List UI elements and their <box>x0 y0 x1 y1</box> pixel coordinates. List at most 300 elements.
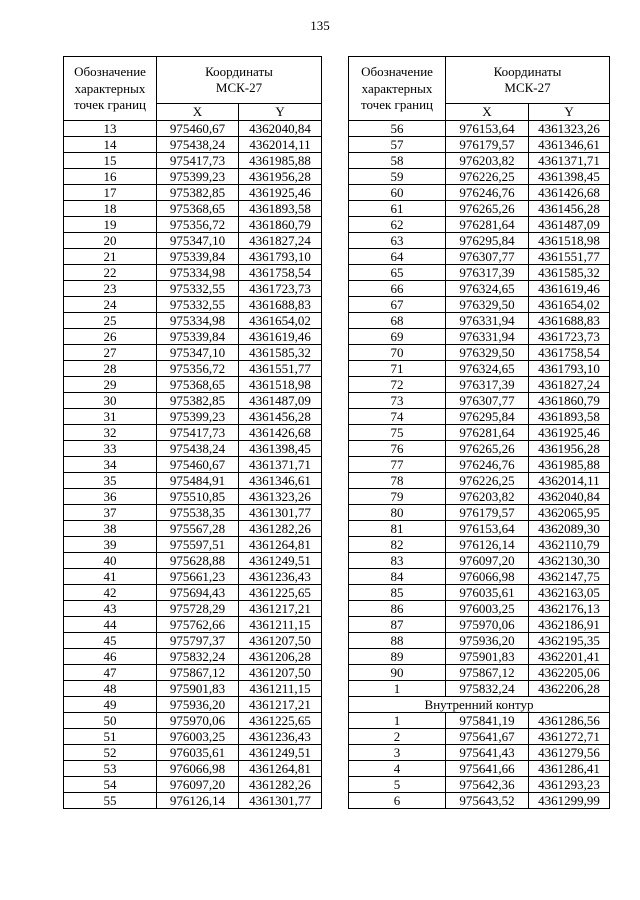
x-coordinate-cell: 976329,50 <box>446 345 529 361</box>
y-coordinate-cell: 4361282,26 <box>239 777 322 793</box>
x-coordinate-cell: 976003,25 <box>157 729 239 745</box>
x-coordinate-cell: 975694,43 <box>157 585 239 601</box>
y-coordinate-cell: 4361487,09 <box>529 217 610 233</box>
coordinates-header-line2: МСК-27 <box>215 80 263 95</box>
x-coordinate-cell: 975347,10 <box>157 233 239 249</box>
x-coordinate-cell: 976331,94 <box>446 313 529 329</box>
point-id-cell: 38 <box>64 521 157 537</box>
table-row <box>64 569 322 585</box>
y-coordinate-cell: 4362201,41 <box>529 649 610 665</box>
point-id-cell: 58 <box>349 153 446 169</box>
y-coordinate-cell: 4361860,79 <box>529 393 610 409</box>
point-id-cell: 34 <box>64 457 157 473</box>
x-coordinate-cell: 976246,76 <box>446 185 529 201</box>
table-row <box>349 681 610 697</box>
table-row <box>349 745 610 761</box>
table-row <box>349 537 610 553</box>
coordinates-header-line1: Координаты <box>205 63 273 79</box>
point-id-cell: 78 <box>349 473 446 489</box>
table-row <box>64 201 322 217</box>
point-id-cell: 26 <box>64 329 157 345</box>
y-coordinate-cell: 4361827,24 <box>239 233 322 249</box>
y-coordinate-cell: 4361282,26 <box>239 521 322 537</box>
point-id-cell: 13 <box>64 121 157 137</box>
table-row <box>64 473 322 489</box>
point-id-cell: 3 <box>349 745 446 761</box>
point-id-cell: 15 <box>64 153 157 169</box>
table-row <box>349 201 610 217</box>
point-id-cell: 46 <box>64 649 157 665</box>
table-row <box>64 345 322 361</box>
point-id-cell: 16 <box>64 169 157 185</box>
x-coordinate-cell: 975936,20 <box>446 633 529 649</box>
x-coordinate-cell: 976324,65 <box>446 361 529 377</box>
y-coordinate-cell: 4361301,77 <box>239 505 322 521</box>
x-coordinate-cell: 976126,14 <box>157 793 239 809</box>
x-coordinate-cell: 975417,73 <box>157 425 239 441</box>
y-coordinate-cell: 4362186,91 <box>529 617 610 633</box>
y-coordinate-cell: 4361286,41 <box>529 761 610 777</box>
y-coordinate-cell: 4361371,71 <box>529 153 610 169</box>
y-coordinate-cell: 4361207,50 <box>239 633 322 649</box>
table-row <box>349 713 610 729</box>
y-coordinate-cell: 4361225,65 <box>239 585 322 601</box>
x-coordinate-cell: 975661,23 <box>157 569 239 585</box>
x-coordinate-cell: 976126,14 <box>446 537 529 553</box>
table-row <box>349 217 610 233</box>
point-id-cell: 35 <box>64 473 157 489</box>
x-coordinate-cell: 976226,25 <box>446 169 529 185</box>
x-coordinate-cell: 975399,23 <box>157 169 239 185</box>
y-coordinate-cell: 4361956,28 <box>529 441 610 457</box>
x-coordinate-cell: 975641,66 <box>446 761 529 777</box>
coordinates-header <box>157 57 322 104</box>
point-id-cell: 47 <box>64 665 157 681</box>
x-coordinate-cell: 976153,64 <box>446 121 529 137</box>
y-coordinate-cell: 4361985,88 <box>529 457 610 473</box>
x-coordinate-cell: 975901,83 <box>157 681 239 697</box>
point-id-cell: 4 <box>349 761 446 777</box>
x-coordinate-cell: 976265,26 <box>446 441 529 457</box>
y-coordinate-cell: 4361211,15 <box>239 617 322 633</box>
x-coordinate-cell: 975347,10 <box>157 345 239 361</box>
table-row <box>349 409 610 425</box>
table-row <box>349 185 610 201</box>
point-id-cell: 79 <box>349 489 446 505</box>
y-coordinate-cell: 4362065,95 <box>529 505 610 521</box>
x-coordinate-cell: 975382,85 <box>157 393 239 409</box>
x-coordinate-cell: 976246,76 <box>446 457 529 473</box>
table-row <box>64 713 322 729</box>
x-coordinate-cell: 975567,28 <box>157 521 239 537</box>
table-row <box>349 329 610 345</box>
x-coordinate-cell: 975901,83 <box>446 649 529 665</box>
table-row <box>349 793 610 809</box>
point-id-cell: 36 <box>64 489 157 505</box>
table-row <box>349 601 610 617</box>
y-coordinate-cell: 4361249,51 <box>239 553 322 569</box>
y-coordinate-cell: 4361551,77 <box>239 361 322 377</box>
x-coordinate-cell: 976203,82 <box>446 153 529 169</box>
y-coordinate-cell: 4362147,75 <box>529 569 610 585</box>
table-row <box>349 665 610 681</box>
point-id-cell: 49 <box>64 697 157 713</box>
y-coordinate-cell: 4361207,50 <box>239 665 322 681</box>
x-coordinate-cell: 975832,24 <box>157 649 239 665</box>
table-row <box>64 553 322 569</box>
y-coordinate-cell: 4362040,84 <box>239 121 322 137</box>
table-row <box>349 729 610 745</box>
table-row <box>349 441 610 457</box>
x-coordinate-cell: 975339,84 <box>157 329 239 345</box>
x-coordinate-cell: 975832,24 <box>446 681 529 697</box>
x-coordinate-cell: 976003,25 <box>446 601 529 617</box>
table-row <box>64 121 322 137</box>
y-coordinate-cell: 4361217,21 <box>239 601 322 617</box>
x-coordinate-cell: 976331,94 <box>446 329 529 345</box>
y-coordinate-cell: 4361518,98 <box>239 377 322 393</box>
point-id-cell: 23 <box>64 281 157 297</box>
y-coordinate-cell: 4361346,61 <box>529 137 610 153</box>
y-coordinate-cell: 4361225,65 <box>239 713 322 729</box>
x-coordinate-cell: 975642,36 <box>446 777 529 793</box>
table-row <box>64 729 322 745</box>
point-id-cell: 40 <box>64 553 157 569</box>
y-coordinate-cell: 4362110,79 <box>529 537 610 553</box>
y-coordinate-cell: 4361793,10 <box>239 249 322 265</box>
x-coordinate-cell: 975334,98 <box>157 313 239 329</box>
y-column-header: Y <box>529 104 610 121</box>
table-row <box>349 393 610 409</box>
table-row <box>64 761 322 777</box>
x-coordinate-cell: 975970,06 <box>157 713 239 729</box>
point-id-cell: 24 <box>64 297 157 313</box>
point-id-cell: 5 <box>349 777 446 793</box>
point-id-cell: 90 <box>349 665 446 681</box>
table-row <box>349 137 610 153</box>
table-row <box>64 377 322 393</box>
coordinates-header-line2: МСК-27 <box>504 80 551 95</box>
coordinates-header-line1: Координаты <box>493 63 562 79</box>
point-id-cell: 67 <box>349 297 446 313</box>
point-id-cell: 53 <box>64 761 157 777</box>
x-column-header: X <box>157 104 239 121</box>
y-coordinate-cell: 4361286,56 <box>529 713 610 729</box>
point-id-cell: 28 <box>64 361 157 377</box>
table-row <box>349 617 610 633</box>
y-coordinate-cell: 4361893,58 <box>239 201 322 217</box>
y-coordinate-cell: 4361585,32 <box>239 345 322 361</box>
y-coordinate-cell: 4361985,88 <box>239 153 322 169</box>
y-coordinate-cell: 4361925,46 <box>529 425 610 441</box>
y-coordinate-cell: 4361456,28 <box>529 201 610 217</box>
table-row <box>64 169 322 185</box>
y-coordinate-cell: 4361217,21 <box>239 697 322 713</box>
table-row <box>64 313 322 329</box>
point-id-cell: 52 <box>64 745 157 761</box>
y-coordinate-cell: 4361456,28 <box>239 409 322 425</box>
point-id-cell: 76 <box>349 441 446 457</box>
point-id-cell: 70 <box>349 345 446 361</box>
table-row <box>64 649 322 665</box>
table-row <box>349 569 610 585</box>
x-coordinate-cell: 976324,65 <box>446 281 529 297</box>
y-coordinate-cell: 4362040,84 <box>529 489 610 505</box>
point-id-cell: 54 <box>64 777 157 793</box>
point-id-cell: 77 <box>349 457 446 473</box>
y-coordinate-cell: 4362014,11 <box>239 137 322 153</box>
point-id-cell: 50 <box>64 713 157 729</box>
table-row <box>349 761 610 777</box>
y-coordinate-cell: 4361860,79 <box>239 217 322 233</box>
x-coordinate-cell: 976281,64 <box>446 217 529 233</box>
y-coordinate-cell: 4361279,56 <box>529 745 610 761</box>
point-id-cell: 51 <box>64 729 157 745</box>
y-coordinate-cell: 4361371,71 <box>239 457 322 473</box>
table-row <box>349 121 610 137</box>
point-id-cell: 87 <box>349 617 446 633</box>
point-id-cell: 22 <box>64 265 157 281</box>
table-row <box>64 153 322 169</box>
table-row <box>349 553 610 569</box>
point-id-cell: 25 <box>64 313 157 329</box>
y-coordinate-cell: 4361299,99 <box>529 793 610 809</box>
y-coordinate-cell: 4361264,81 <box>239 761 322 777</box>
table-row <box>64 425 322 441</box>
table-row <box>64 681 322 697</box>
y-coordinate-cell: 4361827,24 <box>529 377 610 393</box>
y-coordinate-cell: 4362089,30 <box>529 521 610 537</box>
x-coordinate-cell: 975510,85 <box>157 489 239 505</box>
y-coordinate-cell: 4361793,10 <box>529 361 610 377</box>
table-row <box>64 457 322 473</box>
x-coordinate-cell: 975356,72 <box>157 361 239 377</box>
x-coordinate-cell: 975438,24 <box>157 441 239 457</box>
page-number: 135 <box>310 18 330 33</box>
x-coordinate-cell: 975936,20 <box>157 697 239 713</box>
point-id-cell: 63 <box>349 233 446 249</box>
point-id-cell: 73 <box>349 393 446 409</box>
y-coordinate-cell: 4361426,68 <box>239 425 322 441</box>
table-row <box>349 521 610 537</box>
x-coordinate-cell: 976203,82 <box>446 489 529 505</box>
x-coordinate-cell: 975438,24 <box>157 137 239 153</box>
table-row <box>349 585 610 601</box>
x-coordinate-cell: 975399,23 <box>157 409 239 425</box>
point-id-cell: 81 <box>349 521 446 537</box>
table-row <box>64 185 322 201</box>
table-row <box>64 217 322 233</box>
x-coordinate-cell: 976066,98 <box>157 761 239 777</box>
point-id-cell: 60 <box>349 185 446 201</box>
table-row <box>349 777 610 793</box>
point-id-cell: 48 <box>64 681 157 697</box>
y-coordinate-cell: 4361551,77 <box>529 249 610 265</box>
x-coordinate-cell: 975797,37 <box>157 633 239 649</box>
point-id-cell: 20 <box>64 233 157 249</box>
table-row <box>64 521 322 537</box>
point-id-cell: 17 <box>64 185 157 201</box>
point-id-cell: 42 <box>64 585 157 601</box>
x-coordinate-cell: 975417,73 <box>157 153 239 169</box>
point-id-cell: 1 <box>349 681 446 697</box>
y-coordinate-cell: 4361236,43 <box>239 729 322 745</box>
x-coordinate-cell: 975334,98 <box>157 265 239 281</box>
y-coordinate-cell: 4361323,26 <box>529 121 610 137</box>
x-column-header: X <box>446 104 529 121</box>
point-id-cell: 27 <box>64 345 157 361</box>
table-row <box>349 169 610 185</box>
point-id-cell: 88 <box>349 633 446 649</box>
point-id-cell: 30 <box>64 393 157 409</box>
table-row <box>349 249 610 265</box>
table-row <box>64 617 322 633</box>
x-coordinate-cell: 975641,67 <box>446 729 529 745</box>
table-row <box>64 777 322 793</box>
y-coordinate-cell: 4361758,54 <box>239 265 322 281</box>
table-row <box>349 425 610 441</box>
y-coordinate-cell: 4362130,30 <box>529 553 610 569</box>
inner-contour-section-title: Внутренний контур <box>349 697 610 713</box>
y-coordinate-cell: 4361293,23 <box>529 777 610 793</box>
y-coordinate-cell: 4362176,13 <box>529 601 610 617</box>
y-coordinate-cell: 4362195,35 <box>529 633 610 649</box>
x-coordinate-cell: 976317,39 <box>446 265 529 281</box>
point-id-cell: 55 <box>64 793 157 809</box>
x-coordinate-cell: 976295,84 <box>446 233 529 249</box>
table-row <box>349 297 610 313</box>
y-coordinate-cell: 4361249,51 <box>239 745 322 761</box>
table-row <box>64 505 322 521</box>
point-id-cell: 21 <box>64 249 157 265</box>
point-id-cell: 6 <box>349 793 446 809</box>
table-row <box>64 633 322 649</box>
x-coordinate-cell: 975641,43 <box>446 745 529 761</box>
point-id-cell: 64 <box>349 249 446 265</box>
point-id-cell: 68 <box>349 313 446 329</box>
point-id-cell: 62 <box>349 217 446 233</box>
x-coordinate-cell: 975332,55 <box>157 281 239 297</box>
point-id-cell: 56 <box>349 121 446 137</box>
table-row <box>64 281 322 297</box>
table-row <box>64 601 322 617</box>
table-row <box>349 505 610 521</box>
point-designation-header: Обозначение характерных точек границ <box>64 57 157 121</box>
x-coordinate-cell: 975538,35 <box>157 505 239 521</box>
point-id-cell: 61 <box>349 201 446 217</box>
point-designation-header: Обозначение характерных точек границ <box>349 57 446 121</box>
point-id-cell: 2 <box>349 729 446 745</box>
x-coordinate-cell: 975484,91 <box>157 473 239 489</box>
y-coordinate-cell: 4361925,46 <box>239 185 322 201</box>
table-row <box>349 345 610 361</box>
coordinates-header <box>446 57 610 104</box>
table-row <box>349 281 610 297</box>
point-id-cell: 85 <box>349 585 446 601</box>
table-row <box>64 697 322 713</box>
x-coordinate-cell: 975728,29 <box>157 601 239 617</box>
x-coordinate-cell: 975368,65 <box>157 201 239 217</box>
table-row <box>64 489 322 505</box>
x-coordinate-cell: 976097,20 <box>446 553 529 569</box>
table-row <box>349 377 610 393</box>
point-id-cell: 75 <box>349 425 446 441</box>
point-id-cell: 29 <box>64 377 157 393</box>
x-coordinate-cell: 975970,06 <box>446 617 529 633</box>
x-coordinate-cell: 975628,88 <box>157 553 239 569</box>
y-coordinate-cell: 4362014,11 <box>529 473 610 489</box>
table-row <box>349 457 610 473</box>
x-coordinate-cell: 975368,65 <box>157 377 239 393</box>
point-id-cell: 84 <box>349 569 446 585</box>
table-row <box>64 265 322 281</box>
x-coordinate-cell: 976226,25 <box>446 473 529 489</box>
point-id-cell: 32 <box>64 425 157 441</box>
x-coordinate-cell: 976035,61 <box>446 585 529 601</box>
coordinates-table-right <box>348 56 610 809</box>
table-row <box>64 665 322 681</box>
point-id-cell: 80 <box>349 505 446 521</box>
x-coordinate-cell: 976295,84 <box>446 409 529 425</box>
y-coordinate-cell: 4361323,26 <box>239 489 322 505</box>
y-coordinate-cell: 4361346,61 <box>239 473 322 489</box>
y-coordinate-cell: 4361688,83 <box>239 297 322 313</box>
table-row <box>349 633 610 649</box>
y-coordinate-cell: 4361518,98 <box>529 233 610 249</box>
table-row <box>64 233 322 249</box>
table-row <box>64 361 322 377</box>
y-coordinate-cell: 4361654,02 <box>529 297 610 313</box>
table-row <box>349 473 610 489</box>
table-row <box>349 489 610 505</box>
point-id-cell: 45 <box>64 633 157 649</box>
point-id-cell: 71 <box>349 361 446 377</box>
table-row <box>64 537 322 553</box>
x-coordinate-cell: 976317,39 <box>446 377 529 393</box>
point-id-cell: 72 <box>349 377 446 393</box>
y-coordinate-cell: 4362163,05 <box>529 585 610 601</box>
point-id-cell: 14 <box>64 137 157 153</box>
table-row <box>64 441 322 457</box>
table-row <box>349 233 610 249</box>
table-row <box>64 409 322 425</box>
table-row <box>349 265 610 281</box>
y-coordinate-cell: 4362206,28 <box>529 681 610 697</box>
point-id-cell: 66 <box>349 281 446 297</box>
y-coordinate-cell: 4361426,68 <box>529 185 610 201</box>
point-id-cell: 44 <box>64 617 157 633</box>
table-row <box>64 585 322 601</box>
x-coordinate-cell: 976281,64 <box>446 425 529 441</box>
point-id-cell: 1 <box>349 713 446 729</box>
table-row <box>349 649 610 665</box>
point-id-cell: 57 <box>349 137 446 153</box>
y-coordinate-cell: 4362205,06 <box>529 665 610 681</box>
y-coordinate-cell: 4361206,28 <box>239 649 322 665</box>
table-row <box>64 745 322 761</box>
x-coordinate-cell: 975460,67 <box>157 457 239 473</box>
y-coordinate-cell: 4361654,02 <box>239 313 322 329</box>
y-coordinate-cell: 4361893,58 <box>529 409 610 425</box>
y-coordinate-cell: 4361688,83 <box>529 313 610 329</box>
table-row <box>349 153 610 169</box>
point-id-cell: 33 <box>64 441 157 457</box>
x-coordinate-cell: 976035,61 <box>157 745 239 761</box>
y-coordinate-cell: 4361301,77 <box>239 793 322 809</box>
x-coordinate-cell: 976307,77 <box>446 393 529 409</box>
x-coordinate-cell: 975867,12 <box>157 665 239 681</box>
y-coordinate-cell: 4361211,15 <box>239 681 322 697</box>
